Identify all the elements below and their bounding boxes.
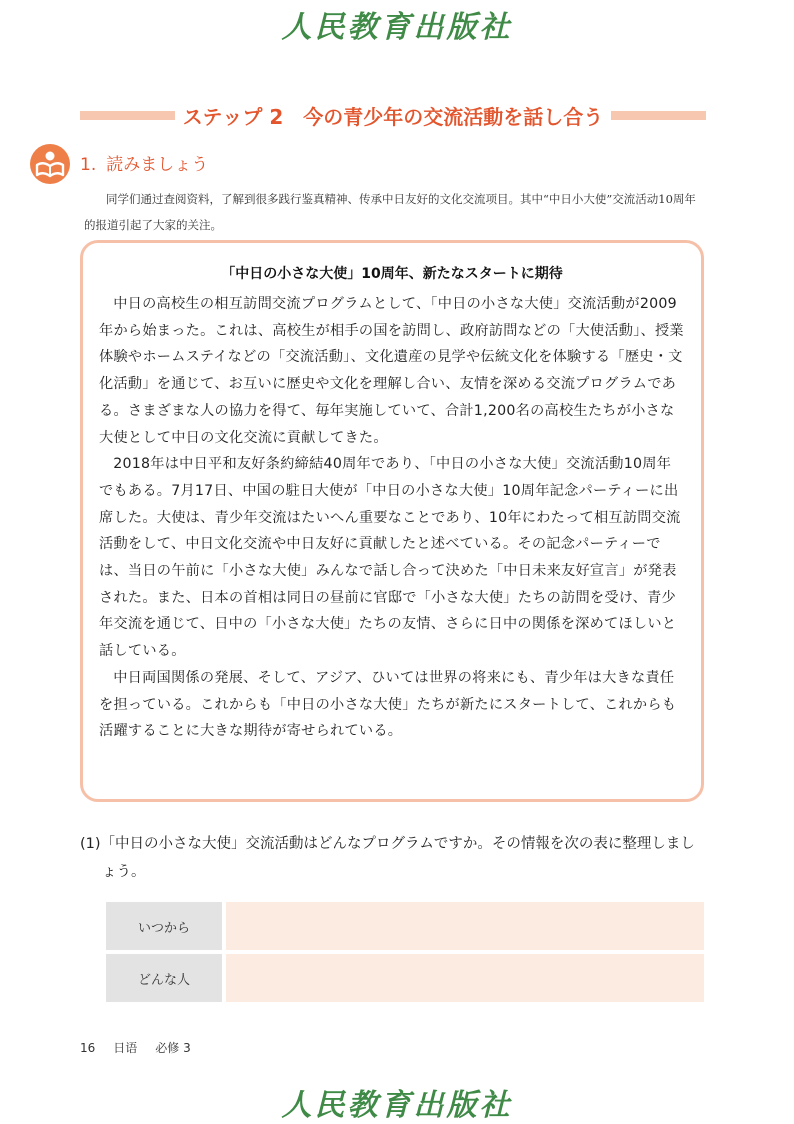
table-row (106, 902, 704, 950)
article-title: 「中日の小さな大使」10周年、新たなスタートに期待 (221, 266, 563, 282)
page-footer (80, 1039, 209, 1056)
article-body (99, 291, 685, 745)
row-label-since: いつから (106, 902, 226, 950)
step-title-text: ステップ 2 今の青少年の交流活動を話し合う (182, 104, 604, 129)
section-title: 読みましょう (106, 155, 209, 175)
title-bar-left (80, 111, 175, 120)
article-paragraph: 中日両国関係の発展、そして、アジア、ひいては世界の将来にも、青少年は大きな責任を担っている。これからも「中日の小さな大使」たちが新たにスタートして、これからも活躍することに大きな期待が寄せられている。 (99, 669, 677, 740)
book-volume: 必修 3 (155, 1041, 191, 1055)
article-paragraph: 中日の高校生の相互訪問交流プログラムとして、「中日の小さな大使」交流活動が2009年から始まった。これは、高校生が相手の国を訪問し、政府訪問などの「大使活動」、授業体験やホームステイなどの「交流活動」、文化遺産の見学や伝統文化を体験する「歴史・文化活動」を通じて、お互いに歴史や文化を理解し合い、友情を深める交流プログラムである。さまざまな人の協力を得て、毎年実施していて、合計1,200名の高校生たちが小さな大使として中日の文化交流に貢献してきた。 (99, 296, 684, 446)
info-table (106, 898, 704, 1006)
page-number: 16 (80, 1041, 96, 1055)
answer-cell-since[interactable] (226, 902, 704, 950)
section-number: 1. (80, 155, 97, 175)
reading-icon (30, 144, 70, 184)
article-paragraph: 2018年は中日平和友好条約締結40周年であり、「中日の小さな大使」交流活動10周年でもある。7月17日、中国の駐日大使が「中日の小さな大使」10周年記念パーティーに出席した。大使は、青少年交流はたいへん重要なことであり、10年にわたって相互訪問交流活動をして、中日文化交流や中日友好に貢献したと述べている。その記念パーティーでは、当日の午前に「小さな大使」みんなで話し合って決めた「中日未来友好宣言」が発表された。また、日本の首相は同日の昼前に官邸で「小さな大使」たちの訪問を受け、青少年交流を通じて、日中の「小さな大使」たちの友情、さらに日中の関係を深めてほしいと話している。 (99, 456, 681, 660)
title-bar-right (611, 111, 706, 120)
publisher-logo-bottom: 人民教育出版社 (281, 1088, 513, 1123)
step-title (80, 100, 706, 130)
intro-text: 同学们通过查阅资料，了解到很多践行鉴真精神、传承中日友好的文化交流项目。其中“中日小大使”交流活动10周年的报道引起了大家的关注。 (84, 192, 696, 232)
row-label-who: どんな人 (106, 954, 226, 1002)
question-1: (1)「中日の小さな大使」交流活動はどんなプログラムですか。その情報を次の表に整理しましょう。 (80, 836, 695, 880)
article-box (80, 240, 704, 802)
answer-cell-who[interactable] (226, 954, 704, 1002)
book-name: 日语 (113, 1041, 138, 1055)
table-row (106, 954, 704, 1002)
section-heading (80, 150, 208, 175)
publisher-logo-top: 人民教育出版社 (281, 10, 513, 45)
